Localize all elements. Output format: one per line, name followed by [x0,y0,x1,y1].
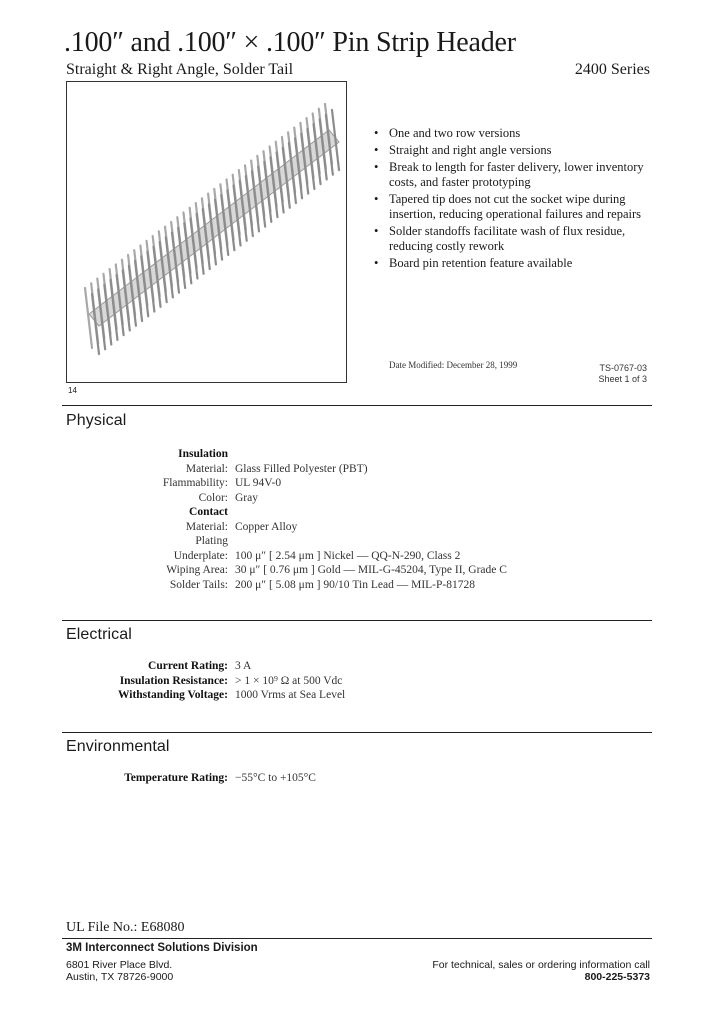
footer-divider [62,938,652,939]
page-title: .100″ and .100″ × .100″ Pin Strip Header [64,27,516,58]
spec-row: Withstanding Voltage: 1000 Vrms at Sea Level [117,689,346,701]
ts-number: TS-0767-03 [599,363,647,373]
feature-item: • Straight and right angle versions [374,143,664,158]
spec-row: Underplate: 100 μ″ [ 2.54 μm ] Nickel — QQ-N-290, Class 2 [173,549,461,562]
address-line: Austin, TX 78726-9000 [66,971,174,983]
feature-item: • Break to length for faster delivery, lower inventory costs, and faster prototyping [374,160,664,190]
spec-row: Solder Tails: 200 μ″ [ 5.08 μm ] 90/10 Tin Lead — MIL-P-81728 [169,578,475,591]
electrical-specs [60,659,600,703]
document-number [598,363,647,385]
contact-heading: Contact [189,506,228,518]
feature-item: • Board pin retention feature available [374,256,664,271]
product-photo [66,81,347,383]
pin-strip-illustration [67,82,346,382]
spec-row: Material: Copper Alloy [185,520,298,533]
contact-text: For technical, sales or ordering information call [432,959,650,971]
insulation-heading: Insulation [178,448,228,460]
address-line: 6801 River Place Blvd. [66,959,173,971]
section-divider [62,732,652,733]
spec-row: Current Rating: 3 A [148,660,252,672]
address [66,959,173,983]
spec-row: Material: Glass Filled Polyester (PBT) [185,462,368,475]
header-pin [85,288,92,348]
ul-file-number: UL File No.: E68080 [66,920,185,935]
contact-info [432,959,650,983]
section-divider [62,405,652,406]
sheet-number: Sheet 1 of 3 [598,374,647,384]
spec-row: Flammability: UL 94V-0 [162,477,282,489]
spec-row: Wiping Area: 30 μ″ [ 0.76 μm ] Gold — MIL-G-45204, Type II, Grade C [166,564,507,576]
environmental-specs [60,771,600,786]
feature-item: • One and two row versions [374,126,664,141]
section-divider [62,620,652,621]
feature-list [374,126,664,273]
page-number: 14 [68,386,77,395]
phone-number: 800-225-5373 [584,971,650,983]
spec-row: Plating [195,535,228,547]
page-subtitle: Straight & Right Angle, Solder Tail [66,61,294,78]
section-title-electrical: Electrical [66,626,132,643]
date-modified: Date Modified: December 28, 1999 [389,360,518,370]
feature-item: • Solder standoffs facilitate wash of flux residue, reducing costly rework [374,224,664,254]
spec-row: Insulation Resistance: > 1 × 10⁹ Ω at 500 Vdc [119,674,343,687]
feature-item: • Tapered tip does not cut the socket wipe during insertion, reducing operational failures and repairs [374,192,664,222]
spec-row: Color: Gray [198,491,258,504]
series-label: 2400 Series [574,61,650,78]
division-name: 3M Interconnect Solutions Division [66,942,258,954]
section-title-environmental: Environmental [66,738,170,755]
section-title-physical: Physical [66,412,127,429]
physical-specs [60,447,600,592]
spec-row: Temperature Rating: −55°C to +105°C [124,772,316,784]
